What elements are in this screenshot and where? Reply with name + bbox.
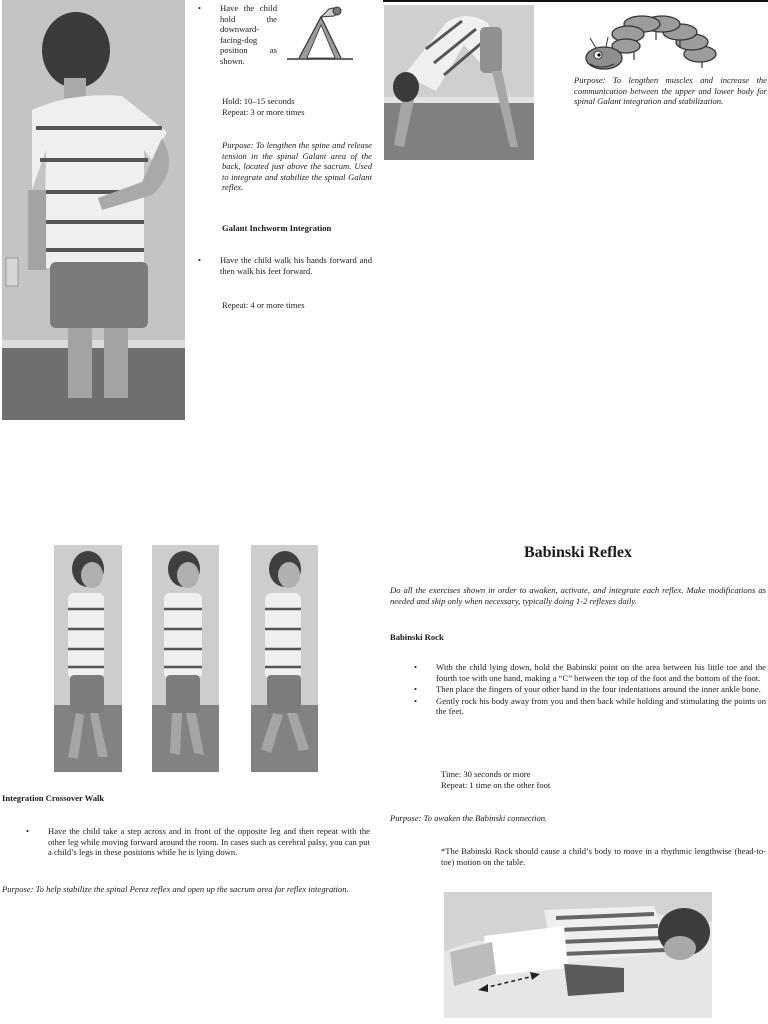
hold-repeat: Repeat: 3 or more times	[222, 106, 305, 117]
bullet-glyph: •	[414, 684, 418, 695]
bullet-glyph: •	[414, 695, 418, 706]
babinski-rock-heading: Babinski Rock	[390, 632, 444, 642]
babinski-repeat: Repeat: 1 time on the other foot	[441, 779, 551, 790]
inchworm-purpose: Purpose: To lengthen muscles and increase the communication between the upper and lower body for spinal Galant integration and stabilization.	[574, 75, 767, 107]
babinski-step: Gently rock his body away from you and then back while holding and stimulating the points on the feet.	[436, 695, 766, 717]
crossover-purpose: Purpose: To help stabilize the spinal Perez reflex and open up the sacrum area for reflex integration.	[2, 884, 349, 894]
photo-babinski-rock	[444, 892, 712, 1018]
inchworm-heading: Galant Inchworm Integration	[222, 223, 332, 233]
bullet-glyph: •	[198, 255, 202, 265]
babinski-step: Then place the fingers of your other hand in the four indentations around the inner ankle bone.	[436, 684, 761, 695]
crossover-instruction: Have the child take a step across and in front of the opposite leg and then repeat with the other leg while moving forward around the room. In cases such as cerebral palsy, you can put a child’s legs in these positions while he is lying down.	[48, 826, 370, 858]
babinski-time: Time: 30 seconds or more	[441, 769, 531, 779]
inchworm-repeat: Repeat: 4 or more times	[222, 300, 305, 310]
babinski-step: With the child lying down, hold the Babinski point on the area between his little toe and the fourth toe with one hand, making a “C” between the top of the foot and the bottom of the foot.	[436, 662, 766, 683]
top-rule	[383, 0, 768, 2]
photo-downward-dog	[384, 5, 534, 160]
crossover-heading: Integration Crossover Walk	[2, 793, 105, 803]
downward-dog-icon	[285, 3, 355, 61]
babinski-note: *The Babinski Rock should cause a child’s body to move in a rhythmic lengthwise (head-to-toe) motion on the table.	[441, 846, 766, 867]
section-title: Babinski Reflex	[523, 544, 632, 561]
photo-crossover-3	[251, 545, 318, 772]
galant-purpose: Purpose: To lengthen the spine and release tension in the spinal Galant area of the back, located just above the sacrum. Used to integrate and stabilize the spinal Galant reflex.	[222, 140, 372, 193]
bullet-glyph: •	[198, 3, 202, 13]
bullet-glyph: •	[26, 826, 30, 836]
babinski-purpose: Purpose: To awaken the Babinski connection.	[390, 813, 548, 823]
downward-dog-instruction: Have the child hold the downward-facing-dog position as shown.	[220, 3, 277, 66]
photo-crossover-2	[152, 545, 219, 772]
caterpillar-icon	[582, 10, 722, 72]
inchworm-instruction: Have the child walk his hands forward and then walk his feet forward.	[220, 255, 372, 276]
photo-crossover-1	[54, 545, 122, 772]
hold-duration: Hold: 10–15 seconds	[222, 96, 295, 106]
bullet-glyph: •	[414, 662, 418, 672]
photo-child-back	[2, 0, 185, 420]
babinski-intro: Do all the exercises shown in order to awaken, activate, and integrate each reflex. Make modifications as needed and skip only when necessary, typically doing 1-2 reflexes daily.	[390, 585, 766, 606]
